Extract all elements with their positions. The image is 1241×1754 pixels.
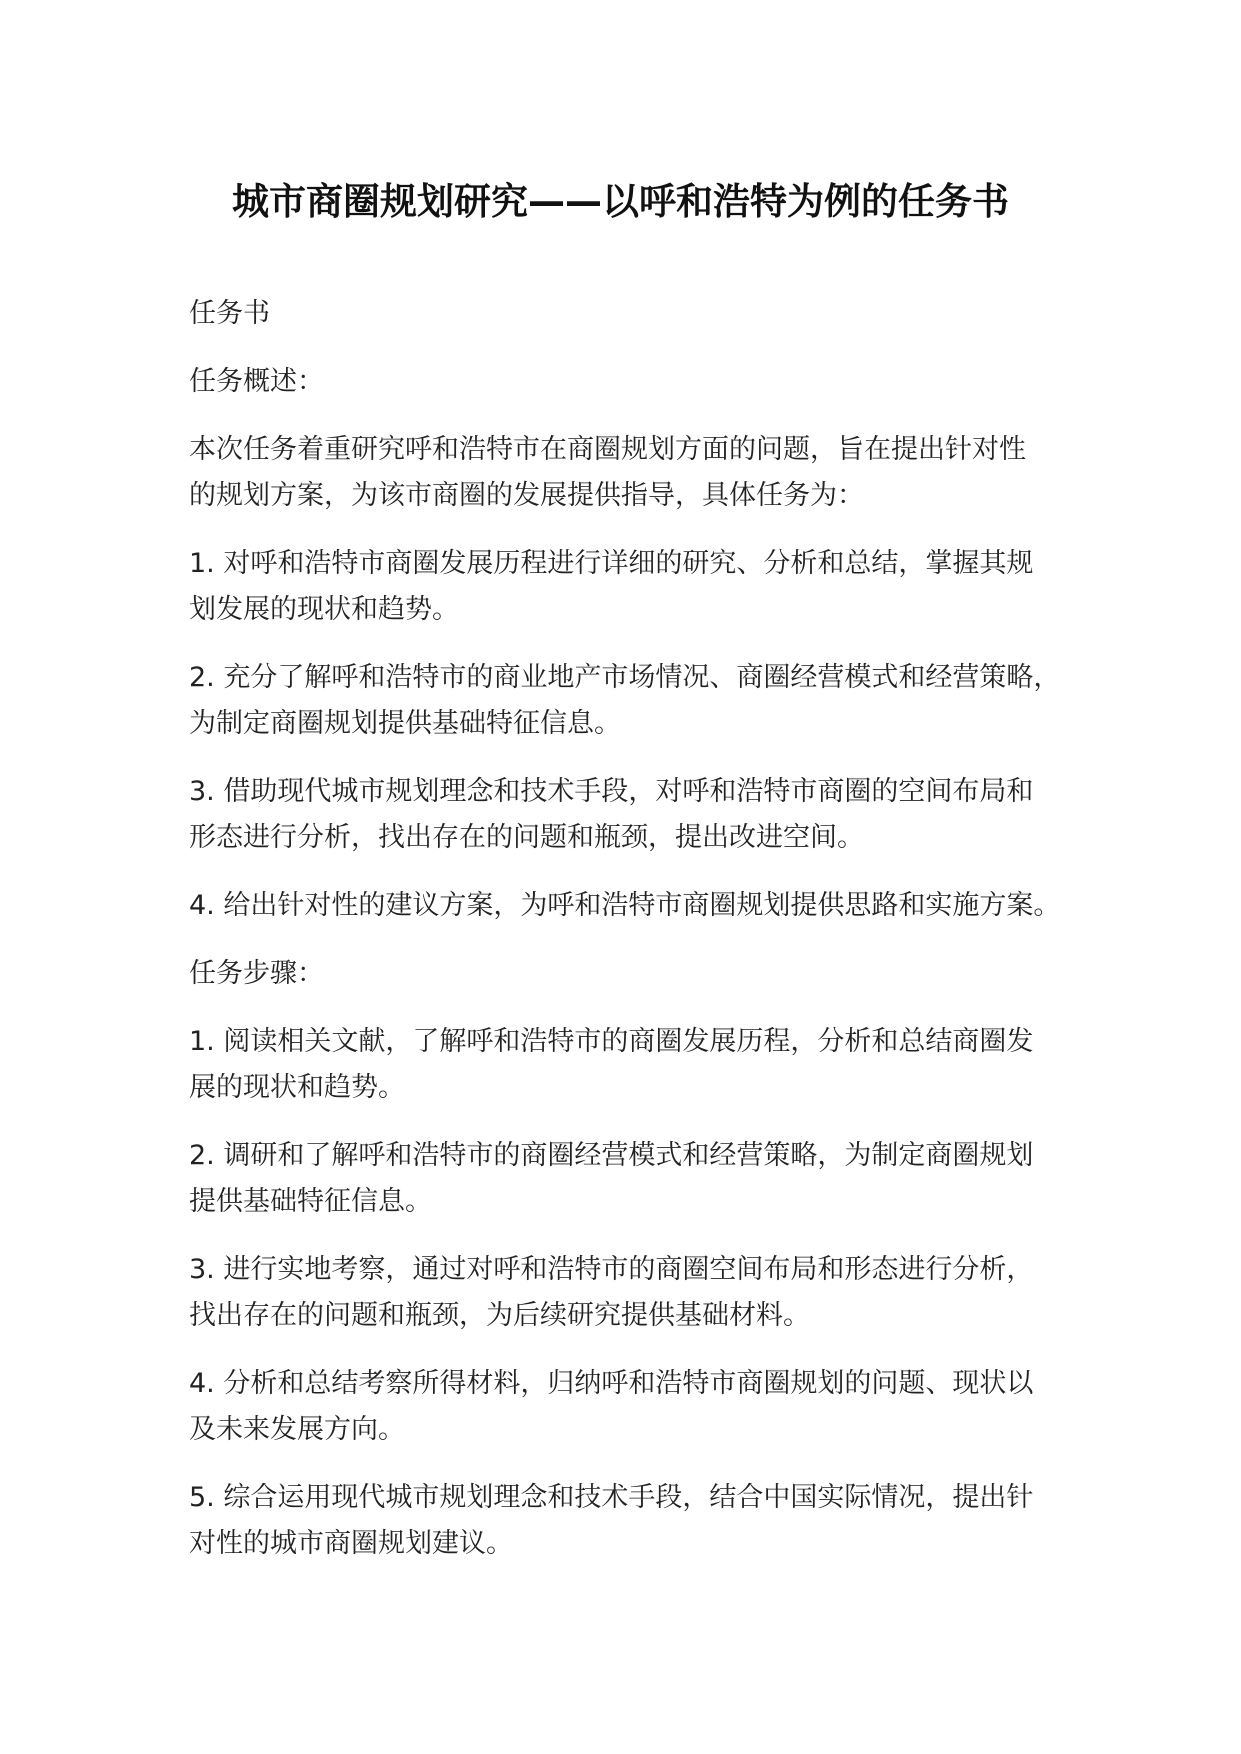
paragraph-line: 5. 综合运用现代城市规划理念和技术手段，结合中国实际情况，提出针 (189, 1482, 1034, 1513)
paragraph-line: 4. 分析和总结考察所得材料，归纳呼和浩特市商圈规划的问题、现状以 (189, 1368, 1034, 1399)
document-title: 城市商圈规划研究——以呼和浩特为例的任务书 (232, 180, 1009, 223)
step-item-5 (189, 1475, 1209, 1567)
document-heading: 任务书 (189, 298, 270, 329)
paragraph-line: 及未来发展方向。 (189, 1414, 405, 1445)
step-item-2 (189, 1133, 1209, 1225)
paragraph-line: 对性的城市商圈规划建议。 (189, 1528, 513, 1559)
task-item-2 (189, 655, 1209, 747)
overview-label: 任务概述： (189, 366, 324, 397)
paragraph-line: 本次任务着重研究呼和浩特市在商圈规划方面的问题，旨在提出针对性 (189, 434, 1026, 465)
paragraph-line: 展的现状和趋势。 (189, 1072, 405, 1103)
paragraph-line: 4. 给出针对性的建议方案，为呼和浩特市商圈规划提供思路和实施方案。 (189, 890, 1061, 921)
task-item-4 (189, 883, 1209, 929)
paragraph-line: 为制定商圈规划提供基础特征信息。 (189, 708, 621, 739)
overview-intro (189, 427, 1209, 519)
paragraph-line: 2. 调研和了解呼和浩特市的商圈经营模式和经营策略，为制定商圈规划 (189, 1140, 1034, 1171)
paragraph-line: 形态进行分析，找出存在的问题和瓶颈，提出改进空间。 (189, 822, 864, 853)
task-item-1 (189, 541, 1209, 633)
step-item-3 (189, 1247, 1209, 1339)
task-item-3 (189, 769, 1209, 861)
paragraph-line: 3. 进行实地考察，通过对呼和浩特市的商圈空间布局和形态进行分析， (189, 1254, 1034, 1285)
step-item-1 (189, 1019, 1209, 1111)
paragraph-line: 1. 对呼和浩特市商圈发展历程进行详细的研究、分析和总结，掌握其规 (189, 548, 1034, 579)
paragraph-line: 的规划方案，为该市商圈的发展提供指导，具体任务为： (189, 480, 864, 511)
paragraph-line: 2. 充分了解呼和浩特市的商业地产市场情况、商圈经营模式和经营策略， (189, 662, 1061, 693)
step-item-4 (189, 1361, 1209, 1453)
paragraph-line: 提供基础特征信息。 (189, 1186, 432, 1217)
paragraph-line: 划发展的现状和趋势。 (189, 594, 459, 625)
paragraph-line: 找出存在的问题和瓶颈，为后续研究提供基础材料。 (189, 1300, 810, 1331)
paragraph-line: 1. 阅读相关文献，了解呼和浩特市的商圈发展历程，分析和总结商圈发 (189, 1026, 1034, 1057)
paragraph-line: 3. 借助现代城市规划理念和技术手段，对呼和浩特市商圈的空间布局和 (189, 776, 1034, 807)
document-body (189, 291, 1209, 1589)
steps-label: 任务步骤： (189, 958, 324, 989)
